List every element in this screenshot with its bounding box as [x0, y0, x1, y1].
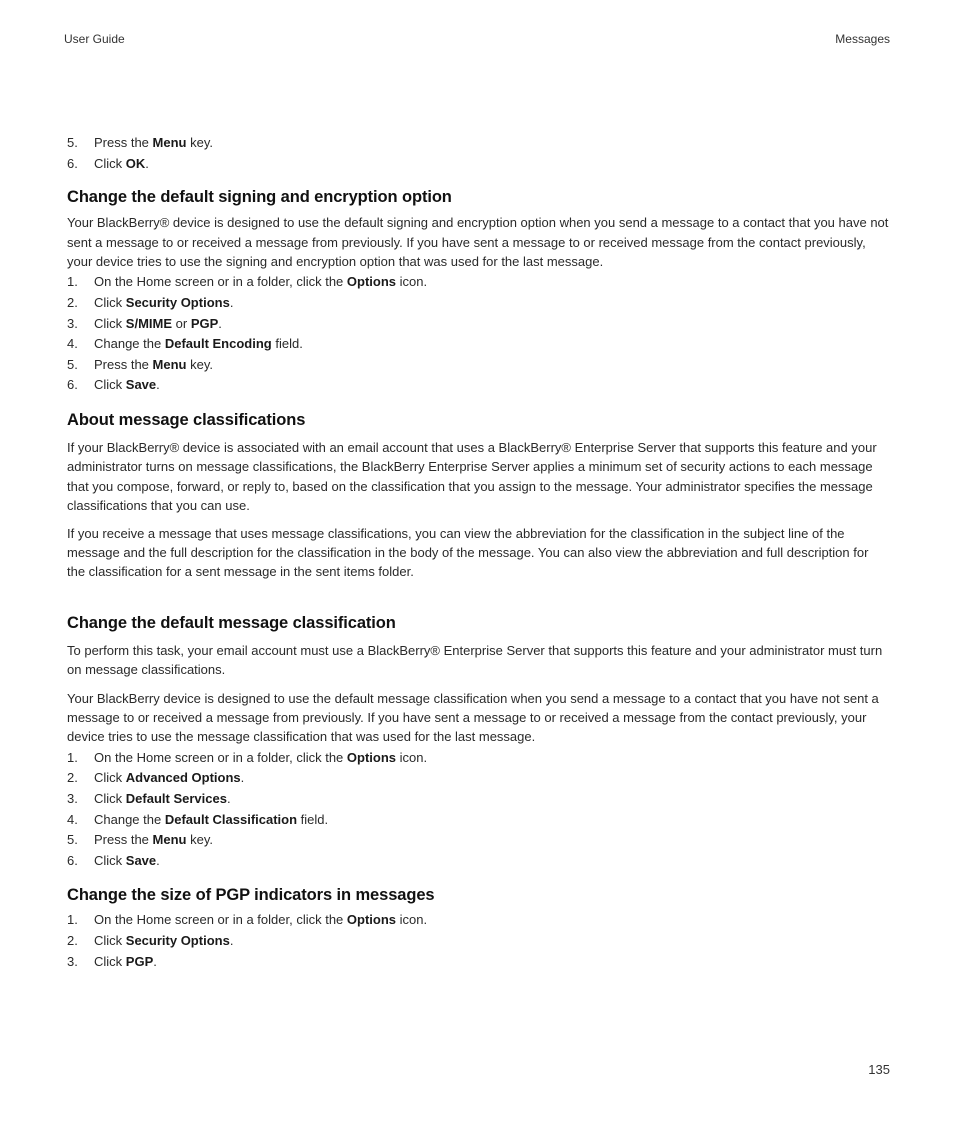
paragraph: If you receive a message that uses message classifications, you can view the abbreviation for the classification in the subject line of the message and the full description for the classification in the body of the message. You can also view the abbreviation and full description for the classification for a sent message in the sent items folder.: [67, 525, 869, 580]
step-text-run: Click: [94, 852, 126, 868]
page-content: [67, 133, 890, 972]
step-text-run: icon.: [396, 274, 428, 290]
ui-term: Menu: [152, 356, 187, 372]
list-step: [67, 810, 890, 831]
paragraph: Your BlackBerry device is designed to use the default message classification when you send a message to a contact that you have not sent a message to or received a message from previously. If you have sent a message to or received a message from the contact previously, your device tries to use the message classification that was used for the last message.: [67, 690, 879, 745]
step-text-run: .: [240, 770, 245, 786]
step-text-run: Change the: [94, 336, 165, 352]
list-step: [67, 355, 890, 376]
section-title: Change the default message classification: [67, 613, 396, 632]
step-text-run: Click: [94, 791, 126, 807]
step-text-run: Click: [94, 953, 126, 969]
step-text-run: icon.: [396, 749, 428, 765]
step-text: [94, 830, 890, 851]
list-step: [67, 851, 890, 872]
section-classification: [67, 612, 890, 872]
ui-term: OK: [125, 155, 146, 171]
step-text-run: Click: [94, 295, 126, 310]
step-number: 1.: [67, 749, 78, 765]
step-text-run: Click: [94, 770, 126, 786]
step-text: [94, 133, 890, 154]
paragraph: To perform this task, your email account must use a BlackBerry® Enterprise Server that supports this feature and your administrator must turn on message classifications.: [67, 642, 883, 678]
step-text-run: .: [156, 377, 160, 393]
step-text-run: .: [218, 315, 222, 331]
ui-term: Security Options: [125, 295, 230, 310]
list-step: [67, 768, 890, 789]
step-text: [94, 952, 890, 973]
step-list: [67, 910, 890, 972]
step-text-run: Press the: [94, 135, 153, 150]
list-step: [67, 931, 890, 952]
step-text: [94, 334, 890, 355]
step-text-run: .: [153, 953, 157, 969]
section-title: Change the size of PGP indicators in messages: [67, 886, 435, 905]
step-text-run: Press the: [94, 356, 153, 372]
step-number: 3.: [67, 791, 78, 807]
step-text-run: or: [172, 315, 191, 331]
list-step: [67, 910, 890, 931]
step-text-run: Change the: [94, 811, 165, 827]
section-about: [67, 409, 890, 582]
step-text-run: icon.: [396, 912, 428, 928]
intro-steps: [67, 133, 890, 174]
step-number: 2.: [67, 770, 78, 786]
list-step: [67, 830, 890, 851]
step-number: 5.: [67, 832, 78, 848]
ui-term: Advanced Options: [125, 770, 241, 786]
step-text: [94, 910, 890, 931]
list-step: [67, 789, 890, 810]
step-text-run: Click: [94, 155, 126, 171]
step-number: 5.: [67, 356, 78, 372]
step-text: [94, 931, 890, 952]
step-text-run: key.: [186, 135, 213, 150]
section-signing: [67, 186, 890, 396]
step-number: 1.: [67, 912, 78, 928]
list-step: [67, 293, 890, 314]
step-number: 3.: [67, 315, 78, 331]
ui-term: Default Classification: [164, 811, 298, 827]
step-text: [94, 851, 890, 872]
ui-term: Menu: [152, 135, 187, 150]
list-step: [67, 748, 890, 769]
step-text: [94, 293, 890, 314]
ui-term: Save: [125, 377, 157, 393]
step-text-run: .: [156, 852, 160, 868]
page-number: 135: [868, 1062, 890, 1077]
step-text-run: key.: [186, 356, 213, 372]
list-step: [67, 314, 890, 335]
step-number: 6.: [67, 377, 78, 393]
step-text: [94, 355, 890, 376]
header-doc-title: User Guide: [64, 32, 125, 46]
step-number: 4.: [67, 336, 78, 352]
step-text-run: key.: [186, 832, 213, 848]
step-text: [94, 314, 890, 335]
step-text-run: field.: [297, 811, 329, 827]
step-number: 3.: [67, 953, 78, 969]
paragraph: If your BlackBerry® device is associated with an email account that uses a BlackBerry® Enterprise Server that supports this feature and your administrator turns on message classifications, the BlackBerry Enterprise Server applies a minimum set of security actions to each message that you compose, forward, or reply to, based on the classification that you assign to the message. Your administrator specifies the message classifications that you can use.: [67, 439, 877, 514]
step-text: [94, 748, 890, 769]
step-number: 6.: [67, 155, 78, 171]
paragraph: Your BlackBerry® device is designed to use the default signing and encryption option when you send a message to a contact that you have not sent a message to or received a message from previously. If you have sent a message to or received message from the contact previously, your device tries to use the signing and encryption option that was used for the last message.: [67, 215, 889, 269]
ui-term: PGP: [125, 953, 154, 969]
step-text-run: Click: [94, 933, 126, 948]
step-number: 6.: [67, 852, 78, 868]
step-text-run: Click: [94, 377, 126, 393]
ui-term: S/MIME: [125, 315, 173, 331]
list-step: [67, 375, 890, 396]
step-text-run: On the Home screen or in a folder, click the: [94, 749, 347, 765]
step-text: [94, 154, 890, 175]
step-text: [94, 789, 890, 810]
page-header: [64, 32, 890, 50]
step-number: 2.: [67, 933, 78, 948]
section-pgp-size: [67, 884, 890, 972]
step-text-run: Press the: [94, 832, 153, 848]
section-title: About message classifications: [67, 410, 306, 429]
ui-term: Menu: [152, 832, 187, 848]
step-text-run: field.: [271, 336, 303, 352]
step-text: [94, 272, 890, 293]
step-text-run: On the Home screen or in a folder, click the: [94, 912, 347, 928]
ui-term: Security Options: [125, 933, 230, 948]
ui-term: PGP: [190, 315, 219, 331]
step-text-run: .: [229, 933, 234, 948]
step-text-run: .: [229, 295, 234, 310]
step-list: [67, 272, 890, 396]
ui-term: Default Encoding: [164, 336, 272, 352]
list-step: [67, 952, 890, 973]
ui-term: Save: [125, 852, 157, 868]
section-title: Change the default signing and encryption option: [67, 188, 452, 207]
step-text: [94, 810, 890, 831]
step-text: [94, 375, 890, 396]
step-text-run: .: [226, 791, 231, 807]
step-number: 4.: [67, 811, 78, 827]
list-step: [67, 334, 890, 355]
step-text-run: Click: [94, 315, 126, 331]
step-number: 2.: [67, 295, 78, 310]
list-step: [67, 272, 890, 293]
list-step: [67, 133, 890, 154]
step-number: 1.: [67, 274, 78, 290]
ui-term: Options: [346, 912, 397, 928]
ui-term: Default Services: [125, 791, 227, 807]
step-text: [94, 768, 890, 789]
ui-term: Options: [346, 749, 397, 765]
list-step: [67, 154, 890, 175]
ui-term: Options: [346, 274, 397, 290]
step-text-run: On the Home screen or in a folder, click the: [94, 274, 347, 290]
header-chapter: Messages: [835, 32, 890, 46]
step-list: [67, 748, 890, 872]
step-text-run: .: [145, 155, 149, 171]
step-number: 5.: [67, 135, 78, 150]
